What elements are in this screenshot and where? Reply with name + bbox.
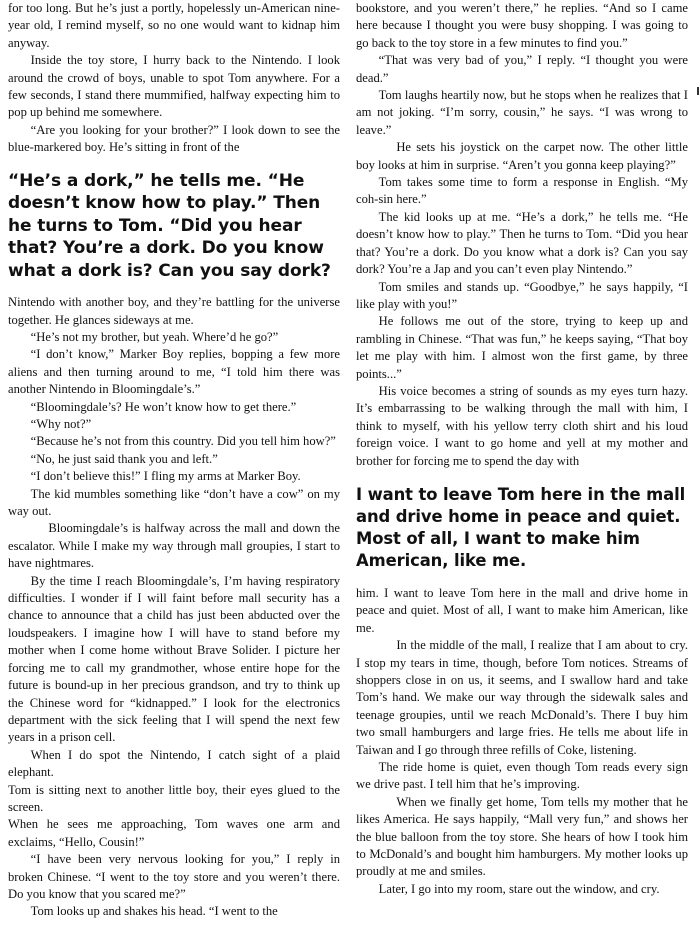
paragraph: The kid looks up at me. “He’s a dork,” he tells me. “He doesn’t know how to play.” Then he turns to Tom. “Did you hear that? You’re a dork. Do you know what a dork is? Can you say dork? You’re a Jap and you can’t even play Nintendo.” (356, 209, 688, 277)
paragraph: “Are you looking for your brother?” I look down to see the blue-markered boy. He’s sitting in front of the (8, 122, 340, 155)
paragraph: Tom laughs heartily now, but he stops when he realizes that I am not joking. “I’m sorry, cousin,” he says. “I was wrong to leave.” (356, 88, 688, 137)
paragraph: His voice becomes a string of sounds as my eyes turn hazy. It’s embarrassing to be walking through the mall with him, I think to myself, with his yellow terry cloth shirt and his loud foreign voice. I want to go home and yell at my mother and brother for forcing me to spend the day with (356, 383, 688, 468)
paragraph: Bloomingdale’s is halfway across the mall and down the escalator. While I make my way through mall groupies, I start to have nightmares. (8, 521, 340, 571)
paragraph: When I do spot the Nintendo, I catch sight of a plaid elephant. (8, 747, 340, 780)
paragraph: Inside the toy store, I hurry back to the Nintendo. I look around the crowd of boys, unable to spot Tom anywhere. For a few seconds, I stand there mummified, halfway expecting him to pop up behind me somewhere. (8, 53, 340, 120)
paragraph: “Why not?” (30, 417, 92, 431)
paragraph: Tom looks up and shakes his head. “I went to the (30, 904, 278, 919)
pull-quote: I want to leave Tom here in the mall and drive home in peace and quiet. Most of all, I want to make him American, like me. (356, 484, 686, 570)
paragraph: The kid mumbles something like “don’t have a cow” on my way out. (8, 486, 340, 519)
paragraph: “No, he just said thank you and left.” (30, 451, 218, 466)
paragraph: “Because he’s not from this country. Did you tell him how?” (30, 434, 336, 449)
paragraph: By the time I reach Bloomingdale’s, I’m having respiratory difficulties. I wonder if I will faint before mall security has a chance to announce that a child has just been abducted over the loudspeakers. I imagine how I will have to stand before my mother when I come home without Brave Solider. I picture her forcing me to call my grandmother, whose entire hope for the future is bound-up in her precious grandson, and try to think up the Chinese word for “kidnapped.” I look for the electronics department with the sick feeling that I will spend the next few years in a prison cell. (8, 573, 340, 745)
left-column (8, 0, 340, 921)
paragraph: him. I want to leave Tom here in the mall and drive home in peace and quiet. Most of all, I want to make him American, like me. (356, 585, 688, 635)
paragraph: “I don’t know,” Marker Boy replies, bopping a few more aliens and then turning around to me, “I told him there was another Nintendo in Bloomingdale’s.” (8, 347, 340, 397)
paragraph: for too long. But he’s just a portly, hopelessly un-American nine-year old, I remind myself, so no one would want to kidnap him anyway. (8, 1, 340, 50)
paragraph: He follows me out of the store, trying to keep up and rambling in Chinese. “That was fun,” he keeps saying, “That boy let me play with him. I almost won the first game, by three points...” (356, 314, 688, 381)
paragraph: “Bloomingdale’s? He won’t know how to get there.” (30, 399, 297, 414)
paragraph: Nintendo with another boy, and they’re battling for the universe together. He glances sideways at me. (8, 295, 340, 327)
paragraph: In the middle of the mall, I realize that I am about to cry. I stop my tears in time, though, before Tom notices. Streams of shoppers close in on us, it seems, and I swallow hard and take Tom’s hand. We make our way through the sidewalk sales and teenage groupies, until we reach McDonald’s. There I buy him two small hamburgers and large fries. He tells me about life in Taiwan and I go through three refills of Coke, listening. (356, 638, 688, 757)
paragraph: When we finally get home, Tom tells my mother that he likes America. He says happily, “Mall very fun,” and shows her the blue balloon from the toy store. She hears of how I took him to McDonald’s and bought him hamburgers. My mother looks up proudly at me and smiles. (356, 794, 688, 879)
paragraph: “He’s not my brother, but yeah. Where’d he go?” (30, 329, 279, 344)
paragraph: Tom smiles and stands up. “Goodbye,” he says happily, “I like play with you!” (356, 279, 688, 311)
right-column (356, 0, 688, 898)
paragraph: He sets his joystick on the carpet now. The other little boy looks at him in surprise. “Aren’t you gonna keep playing?” (356, 140, 688, 172)
paragraph: Later, I go into my room, stare out the window, and cry. (378, 881, 660, 896)
paragraph: “That was very bad of you,” I reply. “I thought you were dead.” (356, 53, 688, 85)
scan-mark (697, 87, 699, 95)
paragraph: When he sees me approaching, Tom waves one arm and exclaims, “Hello, Cousin!” (8, 817, 340, 849)
paragraph: Tom takes some time to form a response in English. “My coh-sin here.” (356, 175, 688, 207)
paragraph: Tom is sitting next to another little boy, their eyes glued to the screen. (8, 782, 340, 814)
paragraph: The ride home is quiet, even though Tom reads every sign we drive past. I tell him that he’s improving. (356, 760, 688, 792)
pull-quote: “He’s a dork,” he tells me. “He doesn’t know how to play.” Then he turns to Tom. “Did you hear that? You’re a dork. Do you know what a dork is? Can you say dork? (8, 170, 331, 281)
paragraph: “I don’t believe this!” I fling my arms at Marker Boy. (30, 469, 301, 484)
paragraph: bookstore, and you weren’t there,” he replies. “And so I came here because I thought you were busy shopping. I was going to go back to the toy store in a few minutes to find you.” (356, 1, 688, 50)
paragraph: “I have been very nervous looking for you,” I reply in broken Chinese. “I went to the toy store and you weren’t there. Do you know that you scared me?” (8, 852, 340, 901)
